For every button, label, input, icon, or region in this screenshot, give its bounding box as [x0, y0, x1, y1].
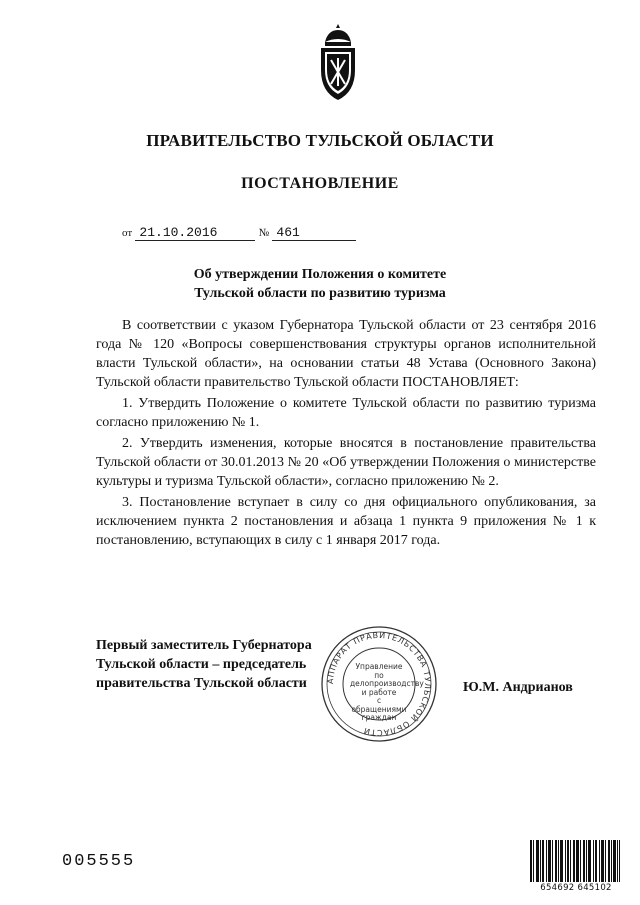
- subject-line-2: Тульской области по развитию туризма: [194, 286, 446, 301]
- stamp-line-5: граждан: [361, 713, 397, 722]
- barcode-number: 654692 645102: [540, 883, 612, 893]
- document-type: ПОСТАНОВЛЕНИЕ: [241, 175, 399, 192]
- document-body: [96, 316, 596, 550]
- paragraph-item-2: 2. Утвердить изменения, которые вносятся в постановление правительства Тульской области от 30.01.2013 № 20 «Об утверждении Положения о министерстве культуры и туризма Тульской области», согласно приложению № 2.: [96, 436, 596, 489]
- number-prefix: №: [258, 227, 270, 239]
- signer-name: Ю.М. Андрианов: [463, 680, 573, 695]
- document-number: 461: [272, 225, 356, 241]
- document-subject: [0, 265, 640, 303]
- coat-of-arms-icon: [315, 22, 361, 104]
- serial-number: 005555: [62, 852, 136, 871]
- signer-line-1: Первый заместитель Губернатора: [96, 638, 312, 653]
- stamp-inner-text: [350, 662, 424, 723]
- government-title: ПРАВИТЕЛЬСТВО ТУЛЬСКОЙ ОБЛАСТИ: [146, 131, 494, 150]
- date-number-line: [122, 224, 356, 241]
- signer-position: [96, 636, 336, 693]
- subject-line-1: Об утверждении Положения о комитете: [193, 267, 447, 282]
- stamp-line-3: и работе: [361, 687, 397, 697]
- paragraph-item-1: 1. Утвердить Положение о комитете Тульской области по развитию туризма согласно приложению № 1.: [96, 396, 596, 430]
- stamp-ring-text: АППАРАТ ПРАВИТЕЛЬСТВА ТУЛЬСКОЙ ОБЛАСТИ: [325, 630, 433, 738]
- document-date: 21.10.2016: [135, 225, 255, 241]
- signer-line-3: правительства Тульской области: [96, 676, 307, 691]
- paragraph-item-3: 3. Постановление вступает в силу со дня официального опубликования, за исключением пункта 2 постановления и абзаца 1 пункта 9 приложения № 1 к постановлению, вступающих в силу с 1 января 2017 года.: [96, 495, 596, 548]
- stamp-line-2: по делопроизводству: [350, 670, 424, 688]
- signer-line-2: Тульской области – председатель: [96, 657, 307, 672]
- stamp-line-1: Управление: [355, 662, 403, 671]
- stamp-line-4: с обращениями: [351, 696, 407, 714]
- date-prefix: от: [122, 227, 133, 239]
- paragraph-preamble: В соответствии с указом Губернатора Тульской области от 23 сентября 2016 года № 120 «Вопросы совершенствования структуры органов исполнительной власти Тульской области», на основании статьи 48 Устава (Основного Закона) Тульской области правительство Тульской области ПОСТАНОВЛЯЕТ:: [96, 318, 596, 390]
- barcode-icon: [530, 840, 620, 882]
